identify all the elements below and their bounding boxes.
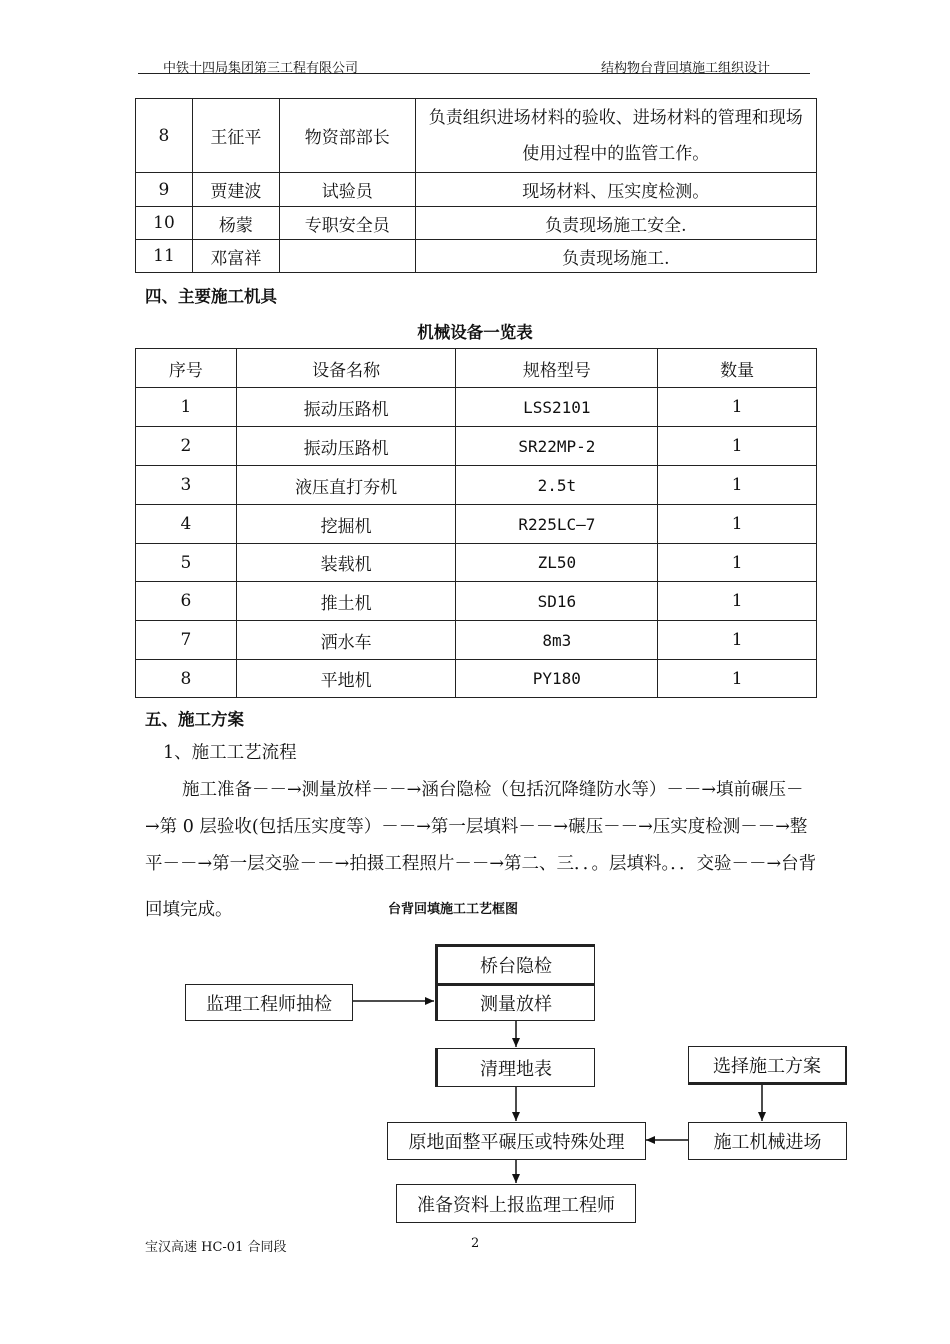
staff-name: 邓富祥 bbox=[192, 240, 279, 273]
equip-model: R225LC—7 bbox=[456, 505, 658, 544]
column-header: 数量 bbox=[658, 349, 817, 388]
equip-qty: 1 bbox=[658, 505, 817, 544]
equip-name: 推土机 bbox=[236, 582, 456, 621]
equip-model: ZL50 bbox=[456, 544, 658, 582]
footer-contract: 宝汉高速 HC-01 合同段 bbox=[145, 1240, 287, 1255]
equip-no: 2 bbox=[136, 427, 237, 466]
equip-model: SD16 bbox=[456, 582, 658, 621]
section-heading-plan: 五、施工方案 bbox=[145, 710, 244, 729]
flow-paragraph-line-1: 施工准备－－→测量放样－－→涵台隐检（包括沉降缝防水等）－－→填前碾压－ bbox=[182, 780, 804, 800]
staff-name: 贾建波 bbox=[192, 173, 279, 207]
equip-name: 挖掘机 bbox=[236, 505, 456, 544]
flow-box-supervisor-check: 监理工程师抽检 bbox=[185, 984, 353, 1021]
equip-name: 装载机 bbox=[236, 544, 456, 582]
equip-no: 5 bbox=[136, 544, 237, 582]
equipment-table-title: 机械设备一览表 bbox=[417, 323, 533, 342]
staff-no: 11 bbox=[136, 240, 193, 273]
equip-qty: 1 bbox=[658, 621, 817, 660]
equip-no: 4 bbox=[136, 505, 237, 544]
flow-paragraph-line-2: →第 0 层验收(包括压实度等）－－→第一层填料－－→碾压－－→压实度检测－－→整 bbox=[145, 817, 808, 837]
column-header: 序号 bbox=[136, 349, 237, 388]
equip-no: 8 bbox=[136, 660, 237, 698]
equip-qty: 1 bbox=[658, 427, 817, 466]
equip-qty: 1 bbox=[658, 388, 817, 427]
flow-paragraph-line-4: 回填完成。 bbox=[145, 900, 233, 920]
equip-qty: 1 bbox=[658, 660, 817, 698]
flow-box-survey: 测量放样 bbox=[435, 983, 595, 1021]
equip-model: 2.5t bbox=[456, 466, 658, 505]
staff-no: 8 bbox=[136, 99, 193, 173]
staff-name: 王征平 bbox=[192, 99, 279, 173]
section-heading-equipment: 四、主要施工机具 bbox=[145, 287, 277, 306]
column-header: 规格型号 bbox=[456, 349, 658, 388]
equip-no: 7 bbox=[136, 621, 237, 660]
column-header: 设备名称 bbox=[236, 349, 456, 388]
staff-no: 9 bbox=[136, 173, 193, 207]
staff-role: 物资部部长 bbox=[279, 99, 415, 173]
staff-role: 专职安全员 bbox=[279, 207, 415, 240]
equip-name: 振动压路机 bbox=[236, 388, 456, 427]
flow-paragraph-line-3: 平－－→第一层交验－－→拍摄工程照片－－→第二、三．．。层填料。．．交验－－→台背 bbox=[145, 854, 817, 874]
subsection-heading-flow: 1、施工工艺流程 bbox=[163, 743, 297, 763]
equip-model: 8m3 bbox=[456, 621, 658, 660]
equip-name: 洒水车 bbox=[236, 621, 456, 660]
flow-box-ground-compact: 原地面整平碾压或特殊处理 bbox=[387, 1122, 646, 1160]
equip-model: SR22MP-2 bbox=[456, 427, 658, 466]
staff-role: 试验员 bbox=[279, 173, 415, 207]
staff-duty: 负责现场施工. bbox=[415, 240, 816, 273]
equip-model: PY180 bbox=[456, 660, 658, 698]
equip-qty: 1 bbox=[658, 582, 817, 621]
equip-qty: 1 bbox=[658, 466, 817, 505]
equip-name: 振动压路机 bbox=[236, 427, 456, 466]
staff-duty: 现场材料、压实度检测。 bbox=[415, 173, 816, 207]
equip-no: 3 bbox=[136, 466, 237, 505]
equip-name: 平地机 bbox=[236, 660, 456, 698]
flow-box-clear-surface: 清理地表 bbox=[435, 1048, 595, 1087]
equip-qty: 1 bbox=[658, 544, 817, 582]
page-number: 2 bbox=[471, 1236, 480, 1251]
equip-no: 6 bbox=[136, 582, 237, 621]
flow-box-report: 准备资料上报监理工程师 bbox=[396, 1184, 636, 1223]
flow-box-bridge-check: 桥台隐检 bbox=[435, 944, 595, 984]
staff-no: 10 bbox=[136, 207, 193, 240]
equip-model: LSS2101 bbox=[456, 388, 658, 427]
header-doc-title: 结构物台背回填施工组织设计 bbox=[601, 61, 771, 76]
staff-name: 杨蒙 bbox=[192, 207, 279, 240]
equip-no: 1 bbox=[136, 388, 237, 427]
header-company: 中铁十四局集团第三工程有限公司 bbox=[163, 61, 359, 76]
flow-box-machines-enter: 施工机械进场 bbox=[688, 1122, 847, 1160]
flowchart-title: 台背回填施工工艺框图 bbox=[388, 902, 519, 917]
flow-box-choose-plan: 选择施工方案 bbox=[688, 1046, 847, 1085]
staff-duty: 负责现场施工安全. bbox=[415, 207, 816, 240]
staff-duty: 负责组织进场材料的验收、进场材料的管理和现场使用过程中的监管工作。 bbox=[415, 99, 816, 173]
equip-name: 液压直打夯机 bbox=[236, 466, 456, 505]
